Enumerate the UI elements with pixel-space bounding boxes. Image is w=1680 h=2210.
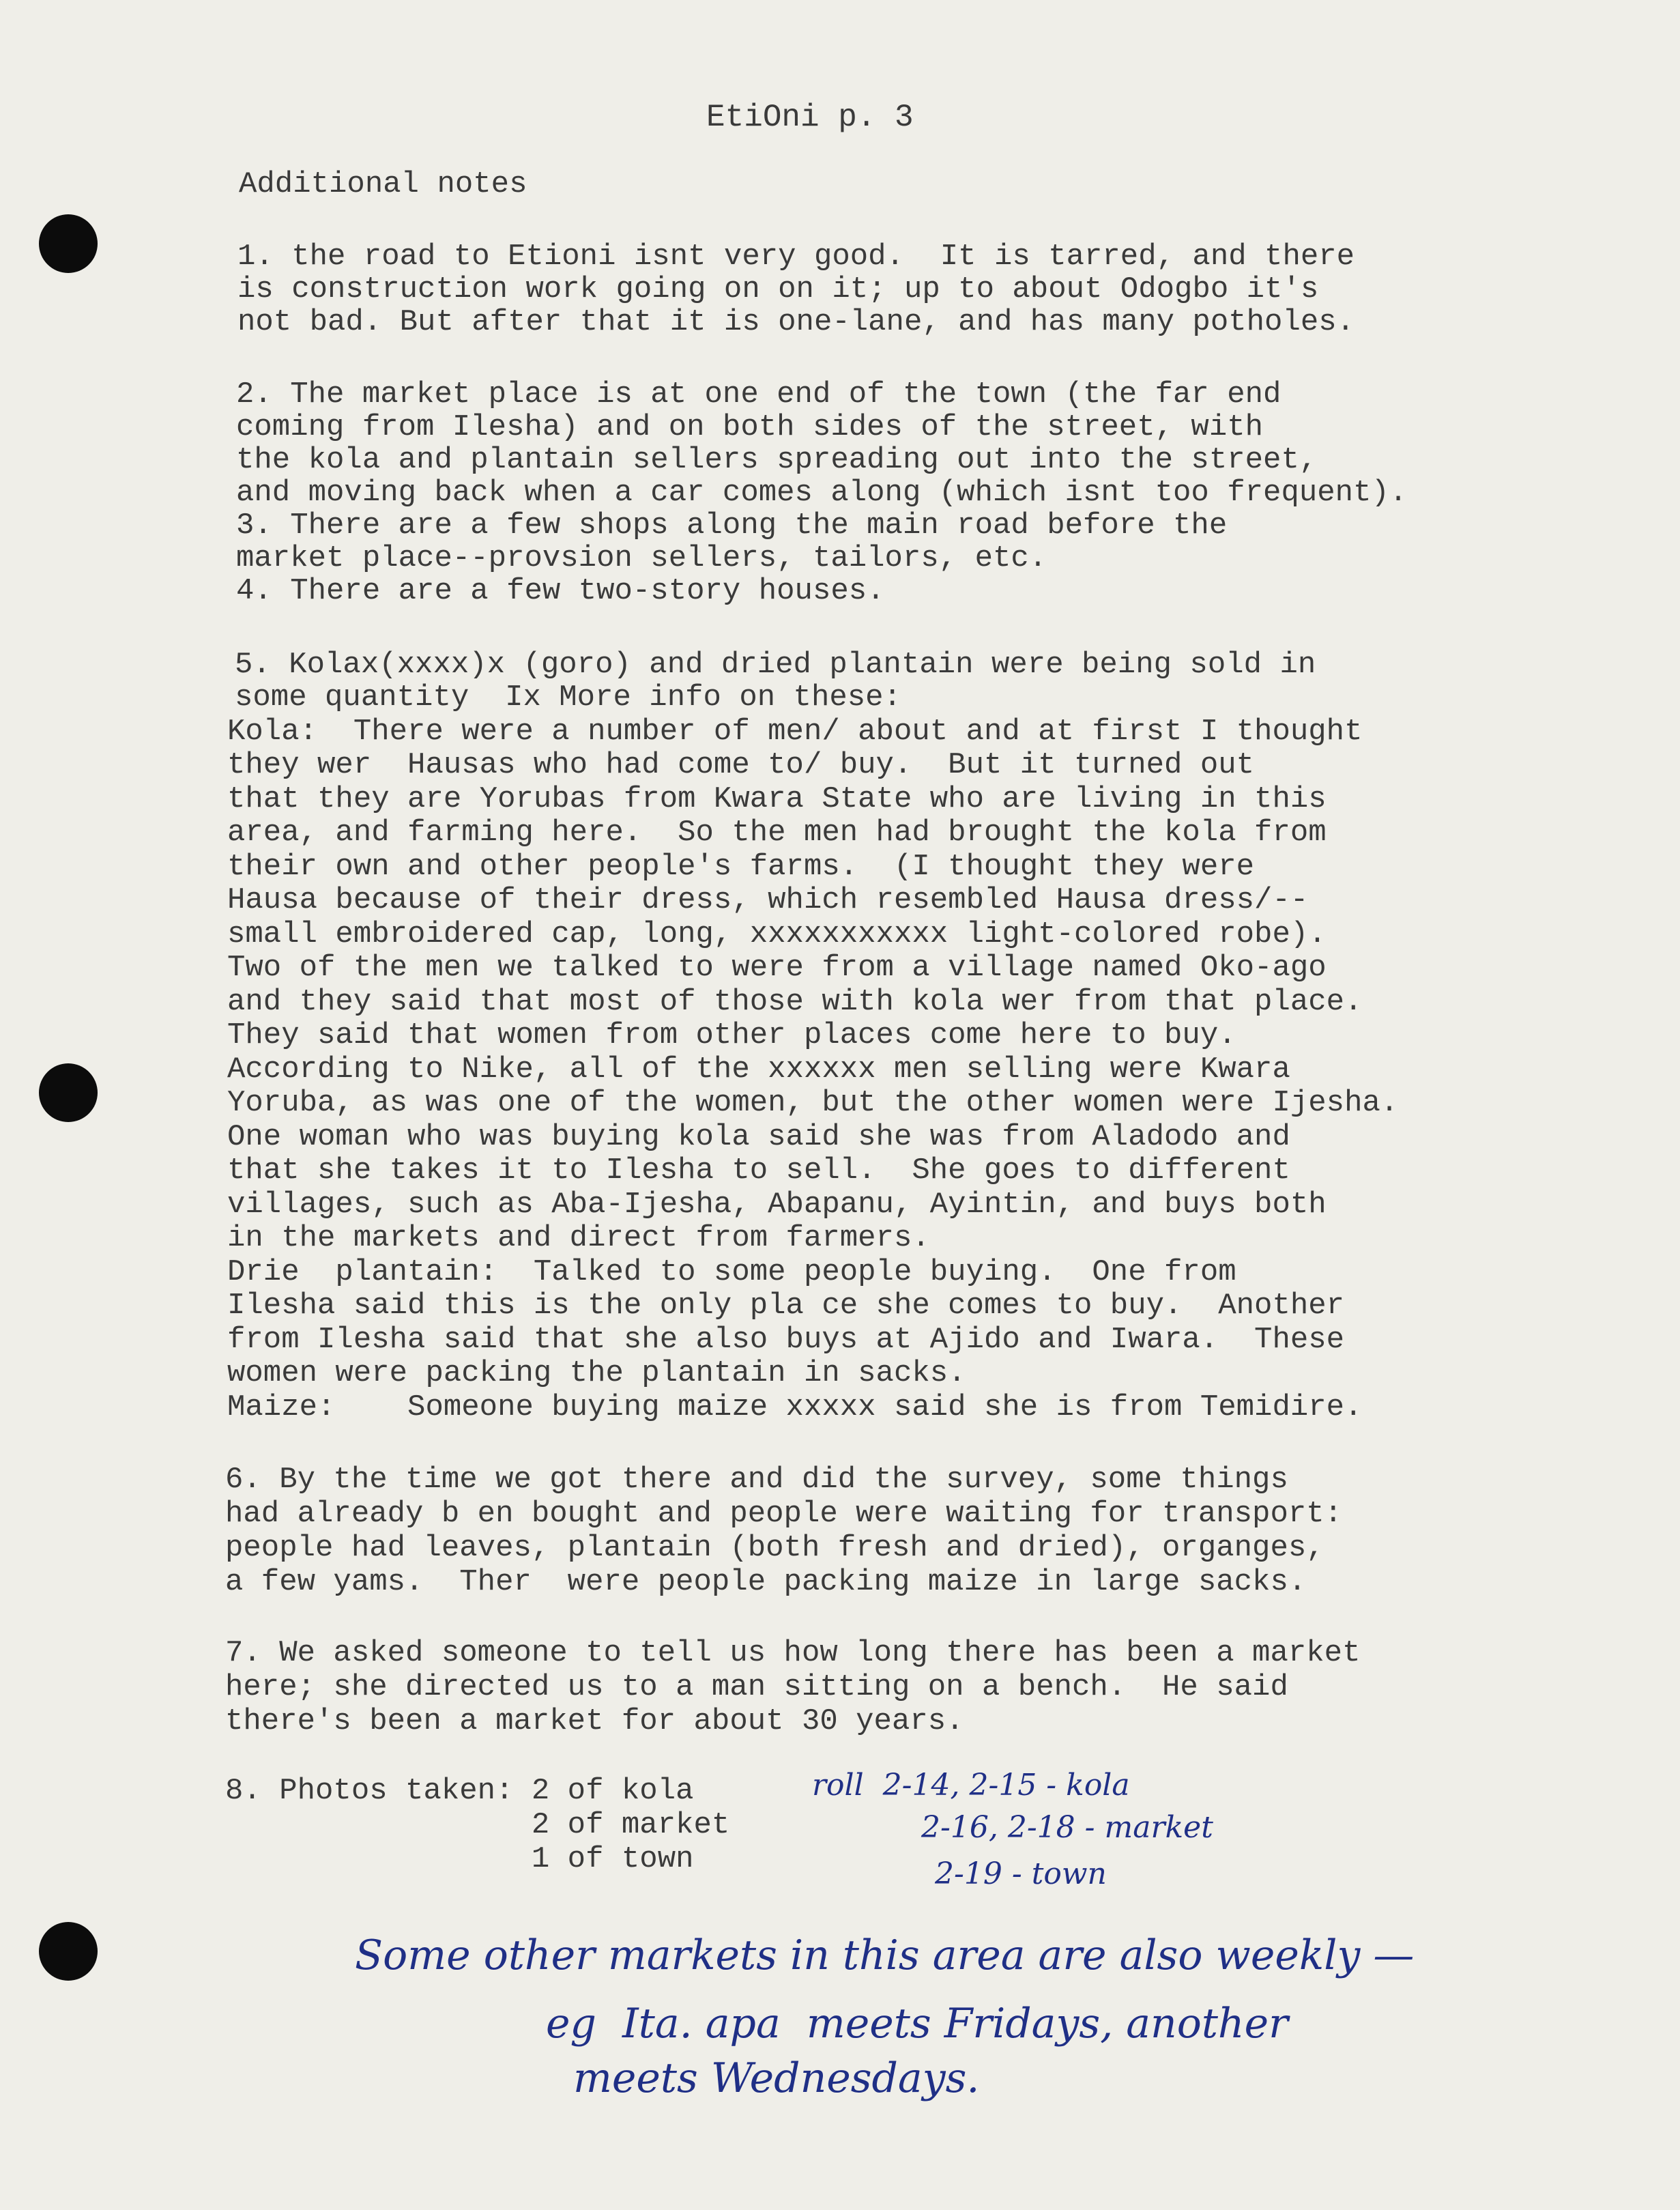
typed-line: Kola: There were a number of men/ about and at first I thought — [227, 715, 1363, 749]
typed-line: 7. We asked someone to tell us how long there has been a market — [225, 1636, 1361, 1670]
typed-line: the kola and plantain sellers spreading out into the street, — [236, 443, 1318, 477]
typed-line: from Ilesha said that she also buys at Ajido and Iwara. These — [227, 1323, 1345, 1357]
handwritten-footer-line: Some other markets in this area are also weekly — — [355, 1932, 1415, 1979]
handwritten-footer-line: eg Ita. apa meets Fridays, another — [546, 2000, 1288, 2048]
typed-line: They said that women from other places come here to buy. — [227, 1018, 1236, 1052]
typed-line: area, and farming here. So the men had brought the kola from — [227, 816, 1327, 850]
handwritten-footer-line: meets Wednesdays. — [573, 2054, 980, 2102]
typed-line: not bad. But after that it is one-lane, and has many potholes. — [237, 305, 1355, 339]
typed-line: villages, such as Aba-Ijesha, Abapanu, Ayintin, and buys both — [227, 1188, 1327, 1222]
typed-line: a few yams. Ther were people packing maize in large sacks. — [225, 1565, 1307, 1599]
typed-line: and moving back when a car comes along (which isnt too frequent). — [236, 476, 1408, 510]
typed-line: 2. The market place is at one end of the town (the far end — [236, 377, 1281, 412]
typed-line: people had leaves, plantain (both fresh and dried), organges, — [225, 1531, 1324, 1565]
typed-line: Maize: Someone buying maize xxxxx said she is from Temidire. — [227, 1390, 1363, 1424]
typed-line: and they said that most of those with kola wer from that place. — [227, 985, 1363, 1019]
handwritten-photo-note: 2-16, 2-18 - market — [921, 1810, 1213, 1845]
typed-line: One woman who was buying kola said she was from Aladodo and — [227, 1120, 1290, 1154]
section-heading: Additional notes — [239, 167, 527, 201]
typed-line: their own and other people's farms. (I thought they were — [227, 850, 1255, 884]
typed-line: Yoruba, as was one of the women, but the other women were Ijesha. — [227, 1086, 1399, 1120]
page-title: EtiOni p. 3 — [706, 100, 914, 135]
typed-line: 5. Kolax(xxxx)x (goro) and dried plantain were being sold in — [235, 648, 1316, 682]
photos-line: 1 of town — [225, 1842, 694, 1876]
photos-line: 2 of market — [225, 1808, 730, 1842]
typed-line: some quantity Ix More info on these: — [235, 680, 901, 715]
typed-line: small embroidered cap, long, xxxxxxxxxxx light-colored robe). — [227, 917, 1327, 951]
typed-line: they wer Hausas who had come to/ buy. But it turned out — [227, 748, 1255, 782]
photos-line: 8. Photos taken: 2 of kola — [225, 1774, 694, 1808]
handwritten-photo-note: 2-19 - town — [935, 1856, 1107, 1891]
typed-line: women were packing the plantain in sacks. — [227, 1356, 966, 1390]
typed-line: had already b en bought and people were waiting for transport: — [225, 1497, 1343, 1531]
typed-line: in the markets and direct from farmers. — [227, 1221, 930, 1255]
typed-line: 4. There are a few two-story houses. — [236, 574, 885, 608]
typed-line: is construction work going on on it; up to about Odogbo it's — [237, 272, 1319, 306]
typed-line: 3. There are a few shops along the main road before the — [236, 508, 1228, 543]
typed-line: that they are Yorubas from Kwara State who are living in this — [227, 782, 1327, 816]
handwritten-photo-note: roll 2-14, 2-15 - kola — [812, 1768, 1130, 1803]
typed-line: According to Nike, all of the xxxxxx men selling were Kwara — [227, 1052, 1290, 1087]
typed-line: Two of the men we talked to were from a village named Oko-ago — [227, 951, 1327, 985]
typed-line: here; she directed us to a man sitting on a bench. He said — [225, 1670, 1288, 1704]
typed-line: that she takes it to Ilesha to sell. She goes to different — [227, 1153, 1290, 1188]
typed-line: coming from Ilesha) and on both sides of the street, with — [236, 410, 1264, 444]
typed-line: there's been a market for about 30 years. — [225, 1704, 964, 1738]
typed-line: market place--provsion sellers, tailors, etc. — [236, 541, 1047, 575]
typed-line: Drie plantain: Talked to some people buying. One from — [227, 1255, 1236, 1289]
typed-line: Ilesha said this is the only pla ce she comes to buy. Another — [227, 1289, 1345, 1323]
typed-line: Hausa because of their dress, which resembled Hausa dress/-- — [227, 883, 1309, 917]
punch-hole-bottom — [39, 1922, 98, 1981]
typed-line: 1. the road to Etioni isnt very good. It is tarred, and there — [237, 240, 1355, 274]
typed-line: 6. By the time we got there and did the survey, some things — [225, 1463, 1288, 1497]
